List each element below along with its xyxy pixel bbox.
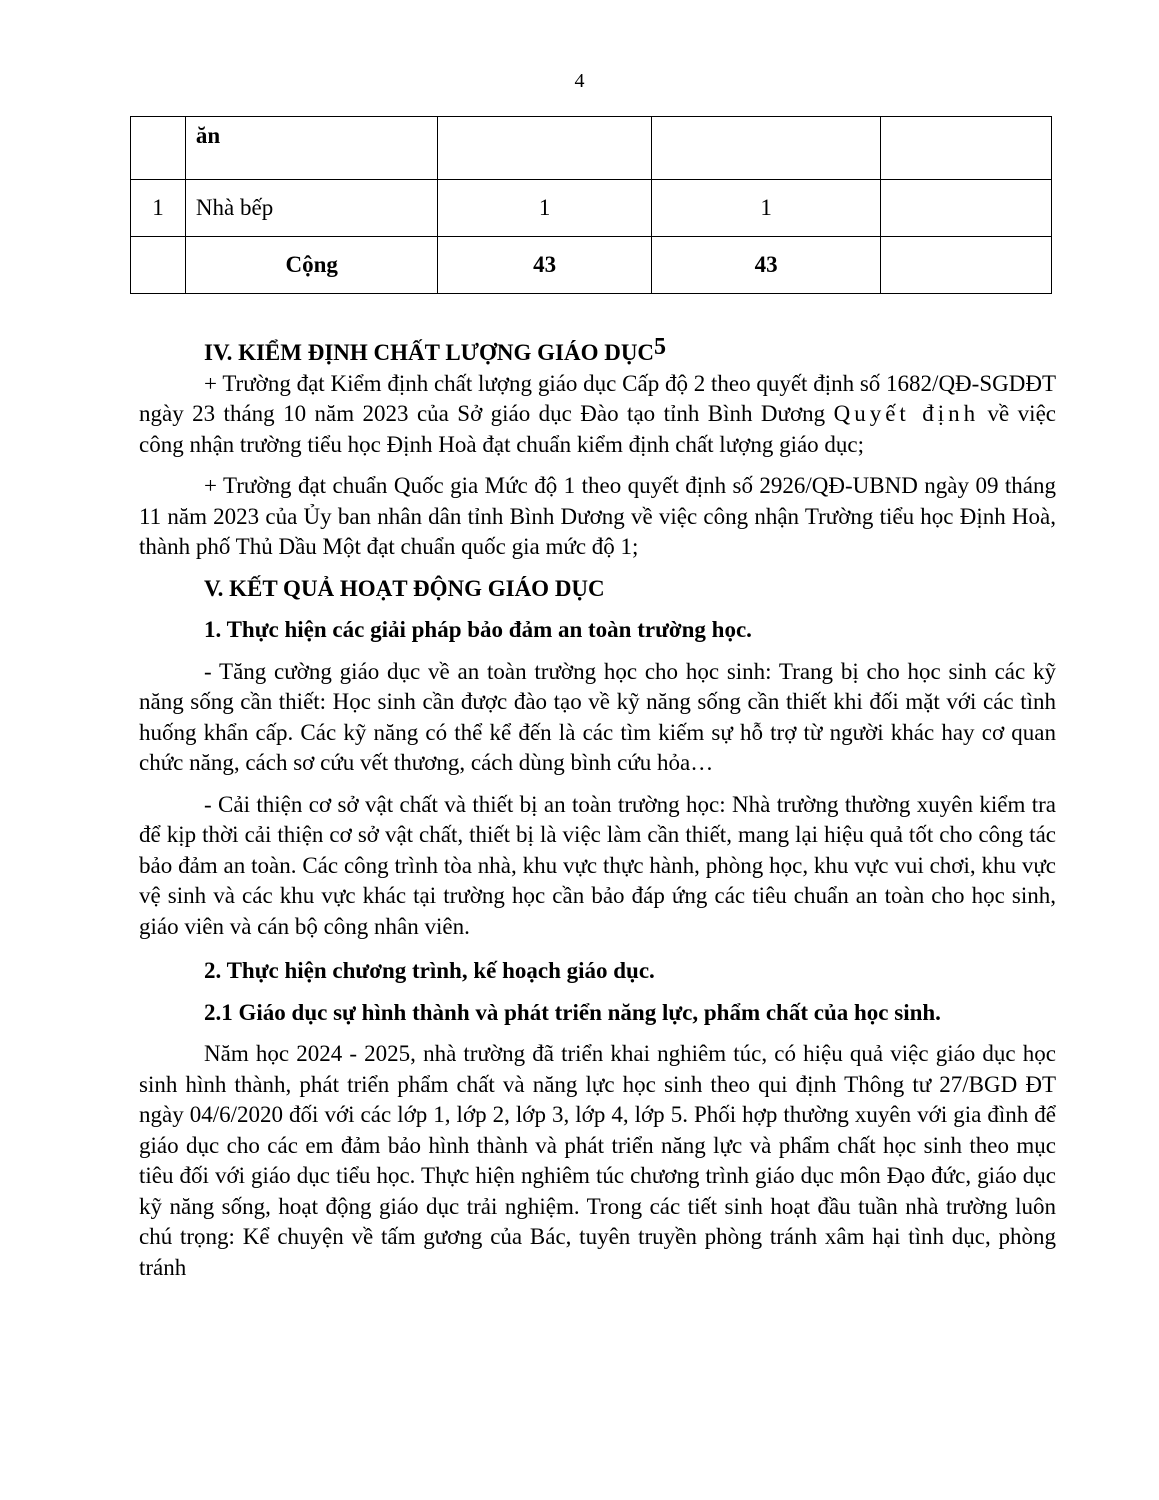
- facility-table: [130, 116, 1052, 294]
- subsection-heading: 1. Thực hiện các giải pháp bảo đảm an toàn trường học.: [204, 617, 752, 642]
- paragraph: Năm học 2024 - 2025, nhà trường đã triển khai nghiêm túc, có hiệu quả việc giáo dục học sinh hình thành, phát triển phẩm chất và năng lực học sinh theo qui định Thông tư 27/BGD ĐT ngày 04/6/2020 đối với các lớp 1, lớp 2, lớp 3, lớp 4, lớp 5. Phối hợp thường xuyên với gia đình để giáo dục cho các em đảm bảo hình thành và phát triển năng lực và phẩm chất học sinh theo mục tiêu đối với giáo dục tiểu học. Thực hiện nghiêm túc chương trình giáo dục môn Đạo đức, giáo dục kỹ năng sống, hoạt động giáo dục trải nghiệm. Trong các tiết sinh hoạt đầu tuần nhà trường luôn chú trọng: Kể chuyện về tấm gương của Bác, tuyên truyền phòng tránh xâm hại tình dục, phòng tránh: [139, 1041, 1056, 1280]
- table-cell-note: [881, 180, 1052, 237]
- subsection-heading: 2. Thực hiện chương trình, kế hoạch giáo dục.: [204, 958, 655, 983]
- subsection-heading: 2.1 Giáo dục sự hình thành và phát triển năng lực, phẩm chất của học sinh.: [204, 999, 941, 1025]
- paragraph: + Trường đạt Kiểm định chất lượng giáo dục Cấp độ 2 theo quyết định số 1682/QĐ-SGDĐT ngày 23 tháng 10 năm 2023 của Sở giáo dục Đào tạo tỉnh Bình Dương Quyết định về việc công nhận trường tiểu học Định Hoà đạt chuẩn kiểm định chất lượng giáo dục;: [139, 370, 1056, 457]
- table-cell-value: [651, 117, 880, 180]
- page-number: 4: [574, 70, 585, 92]
- table-cell-stt: [131, 237, 186, 294]
- table-cell-value: [438, 117, 652, 180]
- table-cell-name: ăn: [185, 117, 437, 180]
- section-heading-v: V. KẾT QUẢ HOẠT ĐỘNG GIÁO DỤC: [204, 575, 605, 601]
- paragraph: - Cải thiện cơ sở vật chất và thiết bị an toàn trường học: Nhà trường thường xuyên kiểm tra để kịp thời cải thiện cơ sở vật chất, thiết bị là việc làm cần thiết, mang lại hiệu quả tốt cho công tác bảo đảm an toàn. Các công trình tòa nhà, khu vực thực hành, phòng học, khu vực vui chơi, khu vực vệ sinh và các khu vực khác tại trường học cần bảo đáp ứng các tiêu chuẩn an toàn cho học sinh, giáo viên và cán bộ công nhân viên.: [139, 791, 1056, 939]
- table-cell-value: 1: [651, 180, 880, 237]
- table-cell-note: [881, 117, 1052, 180]
- table-cell-total-label: Cộng: [185, 237, 437, 294]
- table-cell-stt: [131, 117, 186, 180]
- table-cell-total-value: 43: [438, 237, 652, 294]
- paragraph: - Tăng cường giáo dục về an toàn trường học cho học sinh: Trang bị cho học sinh các kỹ năng sống cần thiết: Học sinh cần được đào tạo về kỹ năng sống cần thiết khi đối mặt với các tình huống khẩn cấp. Các kỹ năng có thể kể đến là các tìm kiếm sự hỗ trợ từ người khác hay cơ quan chức năng, cách sơ cứu vết thương, cách dùng bình cứu hỏa…: [139, 658, 1056, 775]
- section-heading-iv: IV. KIỂM ĐỊNH CHẤT LƯỢNG GIÁO DỤC$^5$: [204, 334, 667, 365]
- table-row: [131, 180, 1052, 237]
- table-total-row: [131, 237, 1052, 294]
- table-cell-name: Nhà bếp: [185, 180, 437, 237]
- table-row: [131, 117, 1052, 180]
- footnote-mark[interactable]: 5: [654, 334, 667, 360]
- paragraph: + Trường đạt chuẩn Quốc gia Mức độ 1 theo quyết định số 2926/QĐ-UBND ngày 09 tháng 11 năm 2023 của Ủy ban nhân dân tỉnh Bình Dương về việc công nhận Trường tiểu học Định Hoà, thành phố Thủ Dầu Một đạt chuẩn quốc gia mức độ 1;: [139, 473, 1056, 559]
- table-cell-note: [881, 237, 1052, 294]
- document-body: [139, 334, 1056, 1283]
- table-cell-value: 1: [438, 180, 652, 237]
- table-cell-total-value: 43: [651, 237, 880, 294]
- table-cell-stt: 1: [131, 180, 186, 237]
